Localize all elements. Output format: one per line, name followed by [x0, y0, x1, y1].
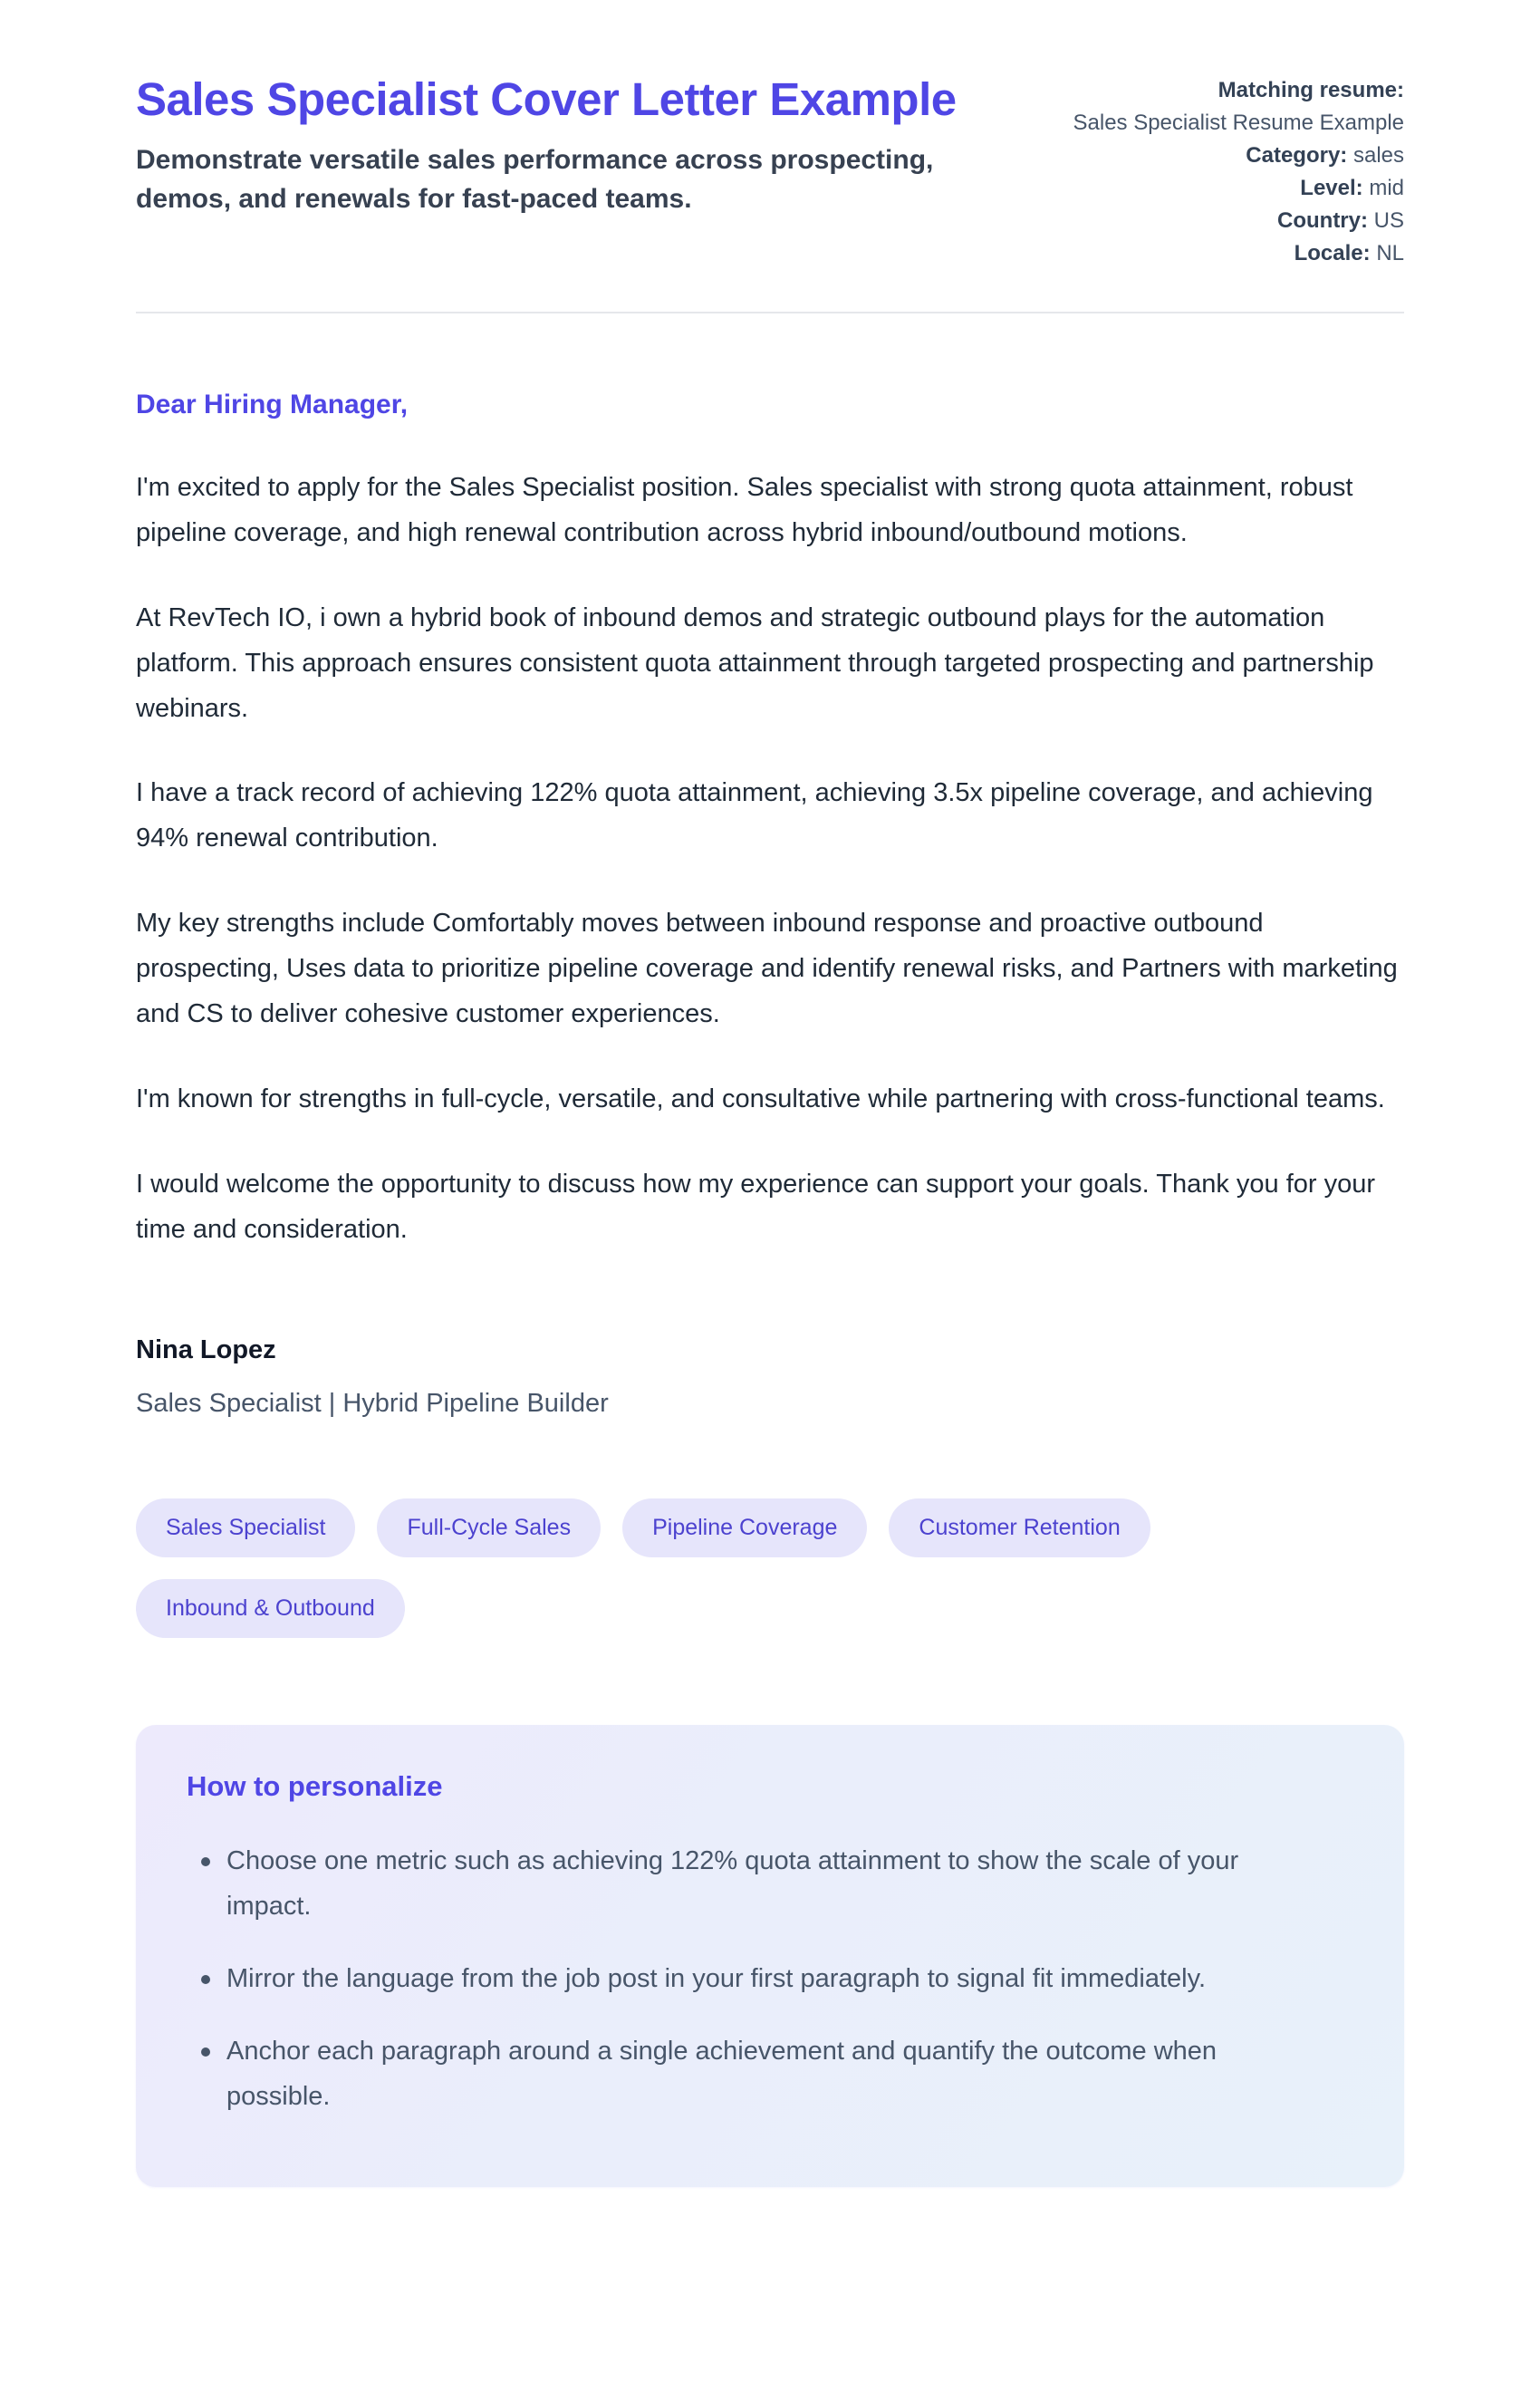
tips-list — [187, 1839, 1353, 2119]
cover-letter-page — [136, 0, 1404, 2187]
page-header — [136, 47, 1404, 270]
tips-list-item: Anchor each paragraph around a single achievement and quantify the outcome when possible. — [187, 2029, 1310, 2120]
meta-category — [1015, 140, 1404, 172]
tag-pill: Inbound & Outbound — [136, 1579, 405, 1638]
letter-paragraph: I have a track record of achieving 122% quota attainment, achieving 3.5x pipeline coverage, and achieving 94% renewal contribution. — [136, 778, 1373, 853]
tips-title: How to personalize — [187, 1770, 443, 1803]
letter-paragraph: My key strengths include Comfortably moves between inbound response and proactive outbound prospecting, Uses data to prioritize pipeline coverage and identify renewal risks, and Partners with marketing and CS to deliver cohesive customer experiences. — [136, 909, 1398, 1028]
tag-pill: Sales Specialist — [136, 1498, 355, 1557]
meta-matching-resume — [1015, 74, 1404, 140]
meta-matching-resume-label: Matching resume: — [1218, 78, 1404, 102]
tag-pill: Pipeline Coverage — [622, 1498, 867, 1557]
meta-locale-label: Locale: — [1294, 241, 1371, 265]
letter-paragraph: At RevTech IO, i own a hybrid book of inbound demos and strategic outbound plays for the automation platform. This approach ensures consistent quota attainment through targeted prospecting and partnership webinars. — [136, 602, 1374, 723]
page-subtitle: Demonstrate versatile sales performance across prospecting, demos, and renewals for fast-paced teams. — [136, 145, 934, 214]
page-title: Sales Specialist Cover Letter Example — [136, 73, 957, 125]
meta-category-value: sales — [1352, 143, 1404, 168]
meta-country-label: Country: — [1277, 208, 1368, 233]
letter-paragraph: I would welcome the opportunity to discuss how my experience can support your goals. Thank you for your time and consideration. — [136, 1169, 1376, 1244]
tag-pill: Customer Retention — [889, 1498, 1150, 1557]
tips-list-item: Mirror the language from the job post in your first paragraph to signal fit immediately. — [187, 1957, 1310, 2002]
meta-locale — [1015, 237, 1404, 270]
meta-level-label: Level: — [1300, 176, 1363, 200]
resume-meta-panel — [1015, 74, 1404, 270]
letter-paragraph: I'm excited to apply for the Sales Specialist position. Sales specialist with strong quota attainment, robust pipeline coverage, and high renewal contribution across hybrid inbound/outbound motions. — [136, 473, 1353, 547]
meta-country — [1015, 205, 1404, 237]
header-title-block — [136, 47, 978, 218]
letter-signature — [136, 1335, 1404, 1419]
meta-matching-resume-value: Sales Specialist Resume Example — [1073, 111, 1404, 135]
meta-locale-value: NL — [1376, 241, 1404, 265]
signature-name: Nina Lopez — [136, 1335, 276, 1365]
meta-level-value: mid — [1369, 176, 1404, 200]
meta-country-value: US — [1373, 208, 1404, 233]
signature-role: Sales Specialist | Hybrid Pipeline Builder — [136, 1389, 609, 1419]
cover-letter-body — [136, 390, 1404, 1252]
tips-list-item: Choose one metric such as achieving 122% quota attainment to show the scale of your impact. — [187, 1839, 1310, 1930]
keyword-tags-row — [136, 1498, 1404, 1638]
letter-greeting: Dear Hiring Manager, — [136, 390, 409, 419]
tag-pill: Full-Cycle Sales — [377, 1498, 601, 1557]
meta-category-label: Category: — [1246, 143, 1348, 168]
how-to-personalize-box — [136, 1725, 1404, 2186]
meta-level — [1015, 172, 1404, 205]
letter-paragraph: I'm known for strengths in full-cycle, versatile, and consultative while partnering with cross-functional teams. — [136, 1084, 1385, 1113]
header-divider — [136, 312, 1404, 313]
